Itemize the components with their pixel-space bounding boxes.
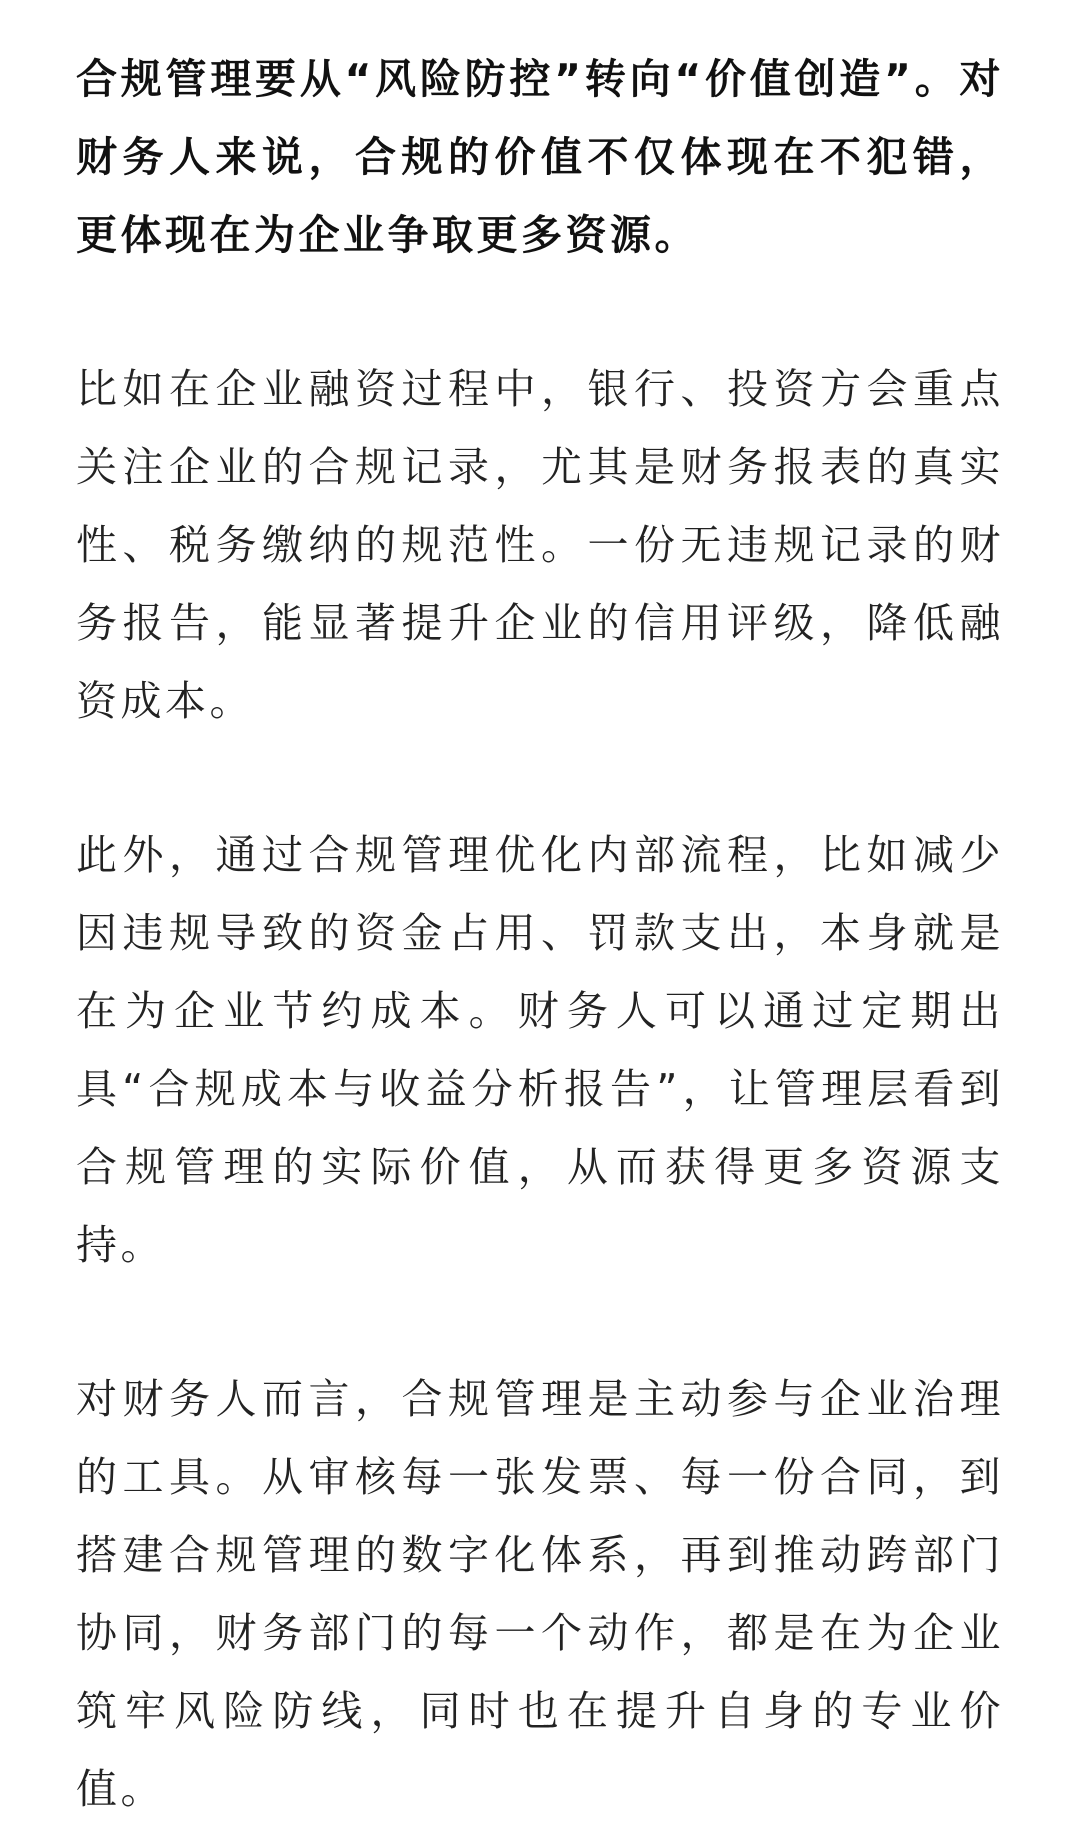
article-body: [76, 40, 1004, 1828]
lead-paragraph: 合规管理要从“风险防控”转向“价值创造”。对财务人来说，合规的价值不仅体现在不犯错，更体现在为企业争取更多资源。: [76, 55, 1004, 259]
paragraph-financing: 比如在企业融资过程中，银行、投资方会重点关注企业的合规记录，尤其是财务报表的真实性、税务缴纳的规范性。一份无违规记录的财务报告，能显著提升企业的信用评级，降低融资成本。: [76, 365, 1004, 725]
paragraph-cost-saving: 此外，通过合规管理优化内部流程，比如减少因违规导致的资金占用、罚款支出，本身就是在为企业节约成本。财务人可以通过定期出具“合规成本与收益分析报告”，让管理层看到合规管理的实际价值，从而获得更多资源支持。: [76, 831, 1004, 1269]
paragraph-governance: 对财务人而言，合规管理是主动参与企业治理的工具。从审核每一张发票、每一份合同，到搭建合规管理的数字化体系，再到推动跨部门协同，财务部门的每一个动作，都是在为企业筑牢风险防线，同时也在提升自身的专业价值。: [76, 1375, 1004, 1813]
